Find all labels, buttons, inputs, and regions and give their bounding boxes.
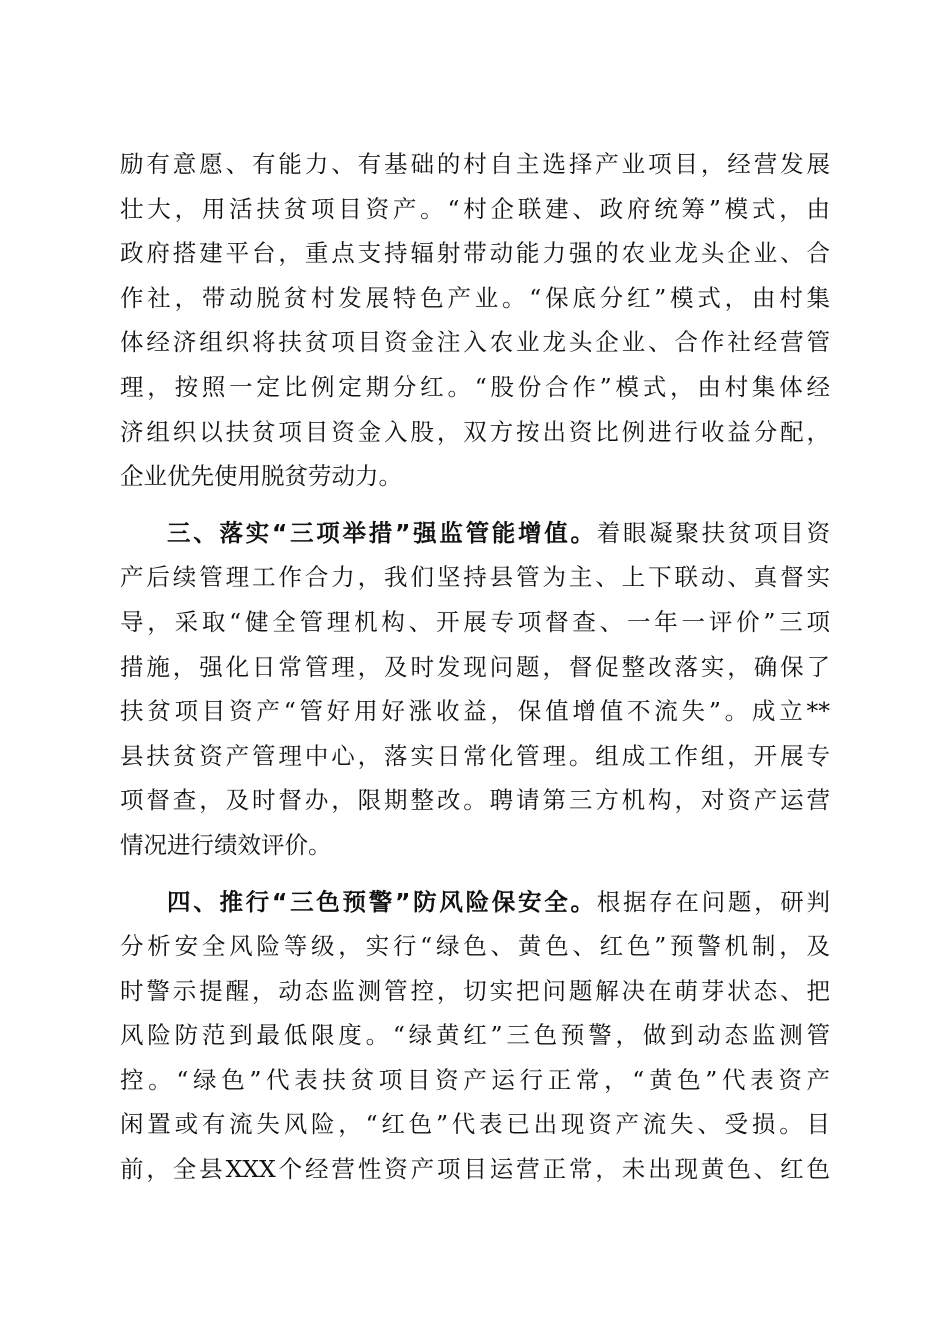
text-line: 壮大，用活扶贫项目资产。“村企联建、政府统筹”模式，由 <box>120 194 830 223</box>
section-heading: 三、落实“三项举措”强监管能增值。 <box>167 518 597 547</box>
text-line: 情况进行绩效评价。 <box>120 830 332 859</box>
text-line: 济组织以扶贫项目资金入股，双方按出资比例进行收益分配， <box>120 417 830 446</box>
paragraph-gap <box>120 868 830 880</box>
text-line: 体经济组织将扶贫项目资金注入农业龙头企业、合作社经营管 <box>120 328 830 357</box>
text-line: 产后续管理工作合力，我们坚持县管为主、上下联动、真督实 <box>120 563 830 592</box>
text-line: 前，全县XXX个经营性资产项目运营正常，未出现黄色、红色 <box>120 1155 830 1184</box>
text-line: 分析安全风险等级，实行“绿色、黄色、红色”预警机制，及 <box>120 932 830 961</box>
text-line: 政府搭建平台，重点支持辐射带动能力强的农业龙头企业、合 <box>120 239 830 268</box>
paragraph-2 <box>120 511 830 868</box>
text-line: 县扶贫资产管理中心，落实日常化管理。组成工作组，开展专 <box>120 741 830 770</box>
text-line: 企业优先使用脱贫劳动力。 <box>120 462 402 491</box>
text-line: 理，按照一定比例定期分红。“股份合作”模式，由村集体经 <box>120 372 830 401</box>
paragraph-gap <box>120 499 830 511</box>
text-line: 时警示提醒，动态监测管控，切实把问题解决在萌芽状态、把 <box>120 976 830 1005</box>
text-line: 导，采取“健全管理机构、开展专项督查、一年一评价”三项 <box>120 607 830 636</box>
paragraph-1 <box>120 142 830 499</box>
text-run: 根据存在问题，研判 <box>596 887 831 916</box>
document-page <box>120 142 830 1192</box>
text-run: 着眼凝聚扶贫项目资 <box>596 518 831 547</box>
text-line <box>120 511 830 556</box>
text-line: 控。“绿色”代表扶贫项目资产运行正常，“黄色”代表资产 <box>120 1065 830 1094</box>
paragraph-3 <box>120 880 830 1192</box>
text-line <box>120 880 830 925</box>
text-line: 项督查，及时督办，限期整改。聘请第三方机构，对资产运营 <box>120 786 830 815</box>
text-line: 风险防范到最低限度。“绿黄红”三色预警，做到动态监测管 <box>120 1021 830 1050</box>
text-line: 措施，强化日常管理，及时发现问题，督促整改落实，确保了 <box>120 652 830 681</box>
text-line: 闲置或有流失风险，“红色”代表已出现资产流失、受损。目 <box>120 1110 830 1139</box>
text-line: 作社，带动脱贫村发展特色产业。“保底分红”模式，由村集 <box>120 283 830 312</box>
section-heading: 四、推行“三色预警”防风险保安全。 <box>167 887 597 916</box>
text-line: 扶贫项目资产“管好用好涨收益，保值增值不流失”。成立** <box>120 697 830 726</box>
text-line: 励有意愿、有能力、有基础的村自主选择产业项目，经营发展 <box>120 150 830 178</box>
